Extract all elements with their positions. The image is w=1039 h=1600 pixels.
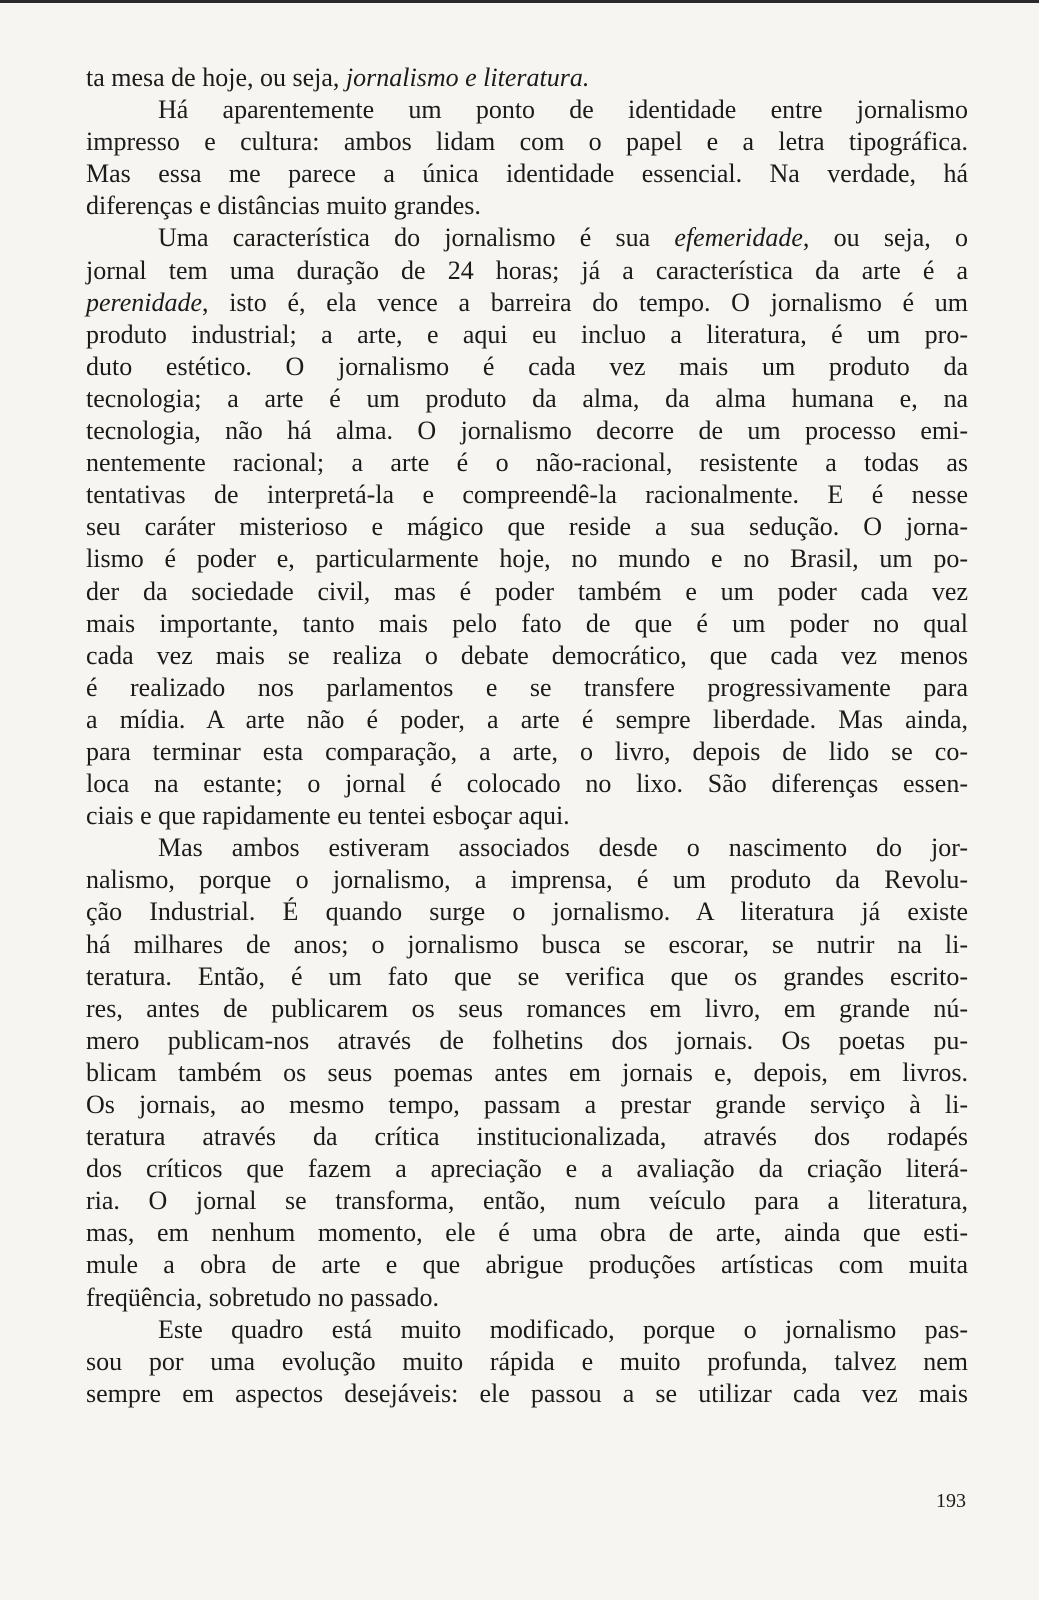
- italic-term: jornalismo e literatura.: [345, 63, 590, 92]
- text-line: [86, 768, 968, 800]
- text-line: [86, 1282, 968, 1314]
- text-segment: , isto é, ela vence a barreira do tempo. O jornalismo é um: [202, 287, 968, 317]
- text-line: [86, 576, 968, 608]
- text-segment: Uma característica do jornalismo é sua: [158, 223, 675, 253]
- text-segment: há milhares de anos; o jornalismo busca se escorar, se nutrir na li-: [86, 929, 968, 959]
- text-segment: mero publicam-nos através de folhetins dos jornais. Os poetas pu-: [86, 1025, 968, 1055]
- text-segment: ciais e que rapidamente eu tentei esboçar aqui.: [86, 801, 570, 831]
- text-segment: ria. O jornal se transforma, então, num veículo para a literatura,: [86, 1186, 968, 1216]
- text-line: [86, 447, 968, 479]
- text-segment: sou por uma evolução muito rápida e muito profunda, talvez nem: [86, 1346, 968, 1376]
- text-line: [86, 1378, 968, 1410]
- text-line: [86, 479, 968, 511]
- text-segment: é realizado nos parlamentos e se transfere progressivamente para: [86, 672, 968, 702]
- page-top-edge: [0, 0, 1039, 3]
- text-segment: mais importante, tanto mais pelo fato de que é um poder no qual: [86, 608, 968, 638]
- text-segment: jornal tem uma duração de 24 horas; já a característica da arte é a: [86, 255, 968, 285]
- body-text: [86, 62, 968, 1410]
- text-segment: produto industrial; a arte, e aqui eu incluo a literatura, é um pro-: [86, 319, 968, 349]
- text-line: [86, 383, 968, 415]
- page-number: 193: [936, 1490, 966, 1512]
- text-line: [86, 94, 968, 126]
- text-segment: lismo é poder e, particularmente hoje, no mundo e no Brasil, um po-: [86, 544, 968, 574]
- text-segment: Este quadro está muito modificado, porque o jornalismo pas-: [158, 1314, 968, 1344]
- text-line: [86, 1346, 968, 1378]
- text-line: [86, 511, 968, 543]
- text-segment: der da sociedade civil, mas é poder também e um poder cada vez: [86, 576, 968, 606]
- text-line: [86, 1121, 968, 1153]
- text-line: [86, 319, 968, 351]
- text-segment: diferenças e distâncias muito grandes.: [86, 191, 481, 221]
- text-segment: dos críticos que fazem a apreciação e a avaliação da criação literá-: [86, 1154, 968, 1184]
- text-line: [86, 190, 968, 222]
- text-segment: mule a obra de arte e que abrigue produções artísticas com muita: [86, 1250, 968, 1280]
- text-line: [86, 62, 968, 94]
- italic-term: perenidade: [86, 287, 202, 317]
- text-segment: a mídia. A arte não é poder, a arte é sempre liberdade. Mas ainda,: [86, 704, 968, 734]
- text-line: [86, 704, 968, 736]
- text-segment: ta mesa de hoje, ou seja,: [86, 63, 346, 92]
- text-segment: para terminar esta comparação, a arte, o livro, depois de lido se co-: [86, 736, 968, 766]
- text-segment: res, antes de publicarem os seus romances em livro, em grande nú-: [86, 993, 968, 1023]
- text-segment: mas, em nenhum momento, ele é uma obra de arte, ainda que esti-: [86, 1218, 968, 1248]
- text-segment: tecnologia, não há alma. O jornalismo decorre de um processo emi-: [86, 416, 968, 446]
- text-line: [86, 961, 968, 993]
- text-segment: seu caráter misterioso e mágico que reside a sua sedução. O jorna-: [86, 512, 968, 542]
- text-line: [86, 736, 968, 768]
- text-line: [86, 864, 968, 896]
- text-segment: Mas essa me parece a única identidade essencial. Na verdade, há: [86, 159, 968, 189]
- text-segment: tecnologia; a arte é um produto da alma, da alma humana e, na: [86, 383, 968, 413]
- text-line: [86, 832, 968, 864]
- text-segment: teratura através da crítica institucionalizada, através dos rodapés: [86, 1122, 968, 1152]
- text-line: [86, 1025, 968, 1057]
- text-segment: cada vez mais se realiza o debate democrático, que cada vez menos: [86, 640, 968, 670]
- text-segment: sempre em aspectos desejáveis: ele passou a se utilizar cada vez mais: [86, 1378, 968, 1408]
- text-line: [86, 896, 968, 928]
- text-line: [86, 1249, 968, 1281]
- text-line: [86, 1057, 968, 1089]
- text-segment: duto estético. O jornalismo é cada vez mais um produto da: [86, 351, 968, 381]
- text-segment: Mas ambos estiveram associados desde o nascimento do jor-: [158, 833, 968, 863]
- text-line: [86, 1314, 968, 1346]
- text-line: [86, 1153, 968, 1185]
- text-line: [86, 800, 968, 832]
- text-line: [86, 1185, 968, 1217]
- text-line: [86, 1217, 968, 1249]
- text-segment: nalismo, porque o jornalismo, a imprensa, é um produto da Revolu-: [86, 865, 968, 895]
- text-segment: tentativas de interpretá-la e compreendê-la racionalmente. E é nesse: [86, 480, 968, 510]
- text-segment: Há aparentemente um ponto de identidade entre jornalismo: [158, 95, 968, 125]
- text-segment: ção Industrial. É quando surge o jornalismo. A literatura já existe: [86, 897, 968, 927]
- text-line: [86, 993, 968, 1025]
- text-line: [86, 222, 968, 254]
- text-line: [86, 543, 968, 575]
- text-segment: , ou seja, o: [802, 223, 969, 253]
- text-line: [86, 672, 968, 704]
- text-line: [86, 158, 968, 190]
- text-segment: teratura. Então, é um fato que se verifica que os grandes escrito-: [86, 961, 968, 991]
- text-line: [86, 351, 968, 383]
- text-line: [86, 929, 968, 961]
- text-segment: loca na estante; o jornal é colocado no lixo. São diferenças essen-: [86, 769, 968, 799]
- text-line: [86, 415, 968, 447]
- text-line: [86, 608, 968, 640]
- text-segment: nentemente racional; a arte é o não-racional, resistente a todas as: [86, 448, 968, 478]
- text-segment: Os jornais, ao mesmo tempo, passam a prestar grande serviço à li-: [86, 1090, 968, 1119]
- text-line: [86, 1089, 968, 1121]
- text-segment: impresso e cultura: ambos lidam com o papel e a letra tipográfica.: [86, 127, 968, 157]
- text-line: [86, 640, 968, 672]
- text-segment: freqüência, sobretudo no passado.: [86, 1282, 440, 1312]
- text-line: [86, 255, 968, 287]
- text-line: [86, 287, 968, 319]
- text-line: [86, 126, 968, 158]
- text-segment: blicam também os seus poemas antes em jornais e, depois, em livros.: [86, 1057, 968, 1087]
- italic-term: efemeridade: [674, 223, 803, 253]
